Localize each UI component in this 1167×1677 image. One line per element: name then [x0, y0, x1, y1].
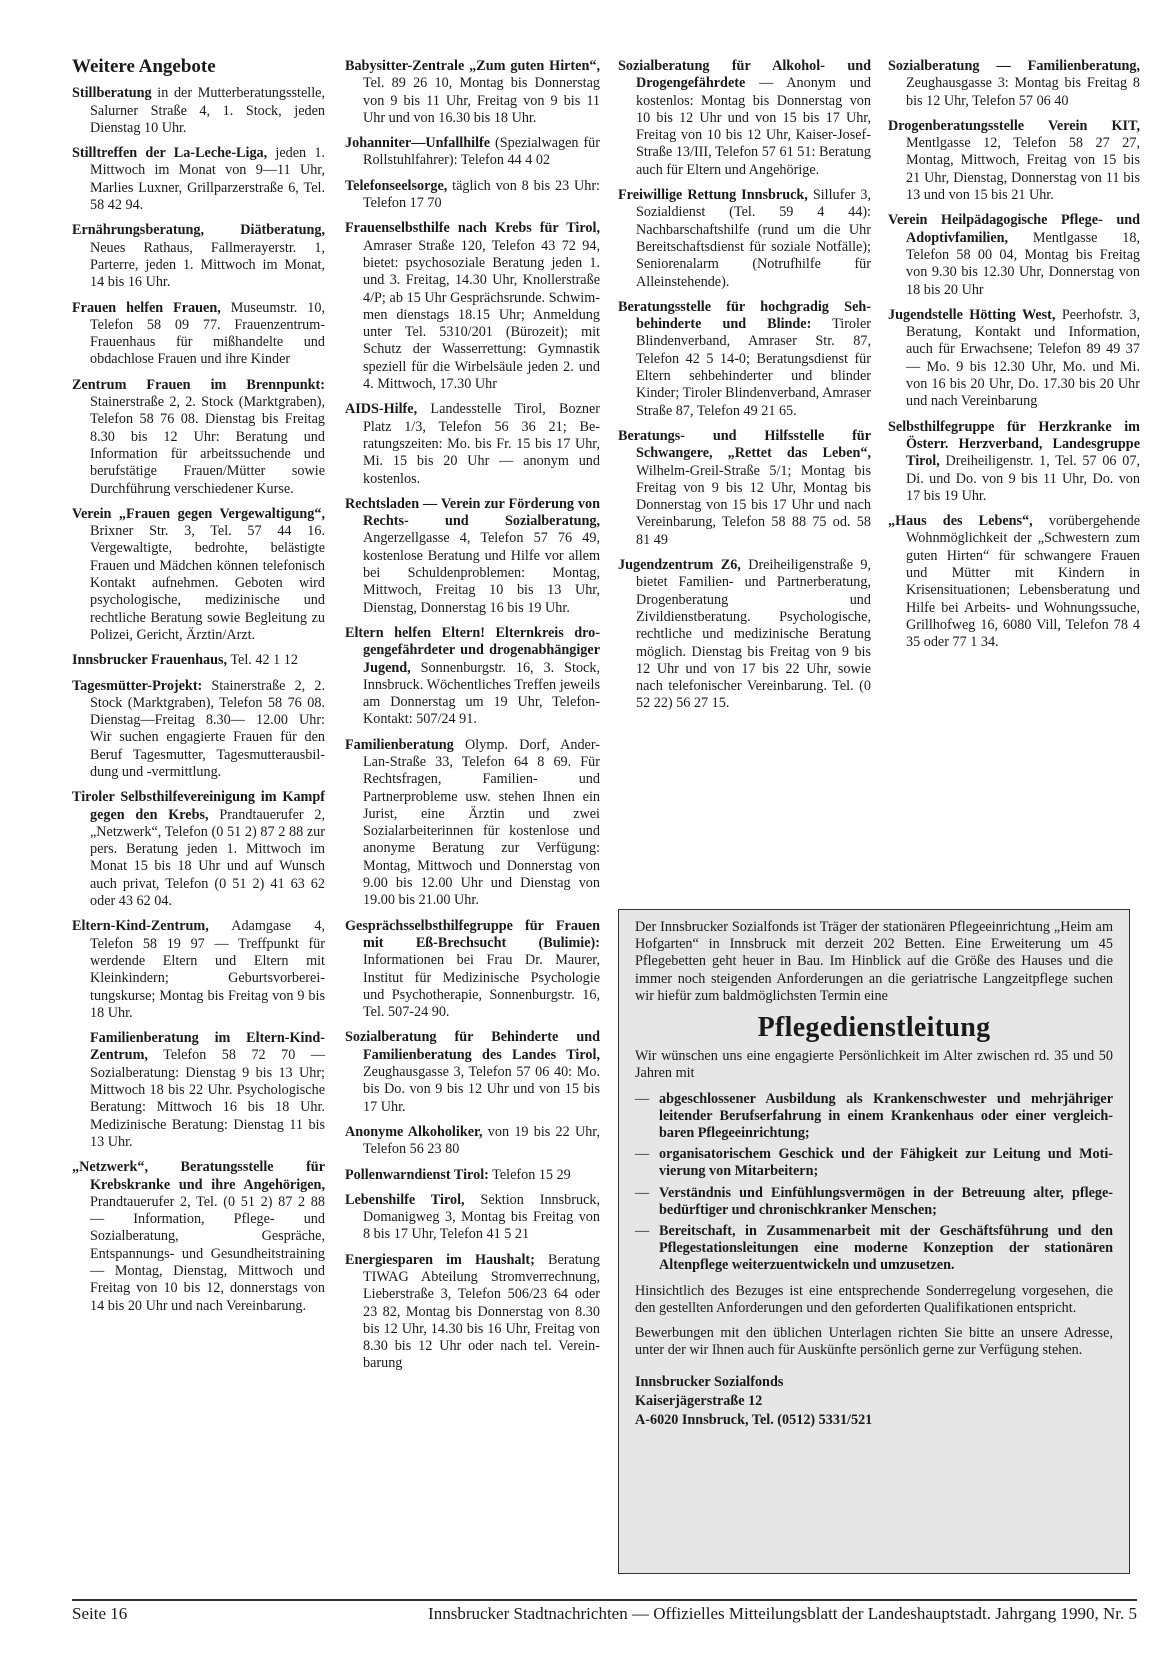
listing-entry	[345, 1124, 600, 1159]
listing-text: vorübergehende Wohnmöglichkeit der „Schwestern zum guten Hirten“ für schwangere Frauen und Mütter mit Kindern in Krisensituationen; Lebensberatung und Hilfe bei Arbeits- und Wohnungssuche, Grillhofweg 16, 6080 Vill, Telefon 78 4 35 oder 77 1 34.	[906, 513, 1140, 651]
ad-requirements	[635, 1091, 1113, 1275]
listing-entry	[90, 1030, 325, 1151]
listing-entry	[72, 789, 325, 910]
listing-entry	[618, 428, 871, 549]
ad-address-line: Kaiserjägerstraße 12	[635, 1393, 763, 1410]
listing-title: Tagesmütter-Projekt:	[72, 677, 203, 694]
listing-title: Sozialberatung für Behinderte und Familienberatung des Landes Tirol,	[345, 1029, 600, 1063]
listing-text: Telefon 15 29	[488, 1166, 571, 1183]
listing-entry	[888, 307, 1140, 411]
listing-text: von 19 bis 22 Uhr, Telefon 56 23 80	[363, 1123, 600, 1158]
listing-title: Lebenshilfe Tirol,	[345, 1191, 465, 1208]
listing-title: Anonyme Alkoholiker,	[345, 1123, 483, 1140]
listing-entry	[72, 1159, 325, 1315]
listing-title: Beratungsstelle für hochgradig Sehbehinderte und Blinde:	[618, 298, 871, 333]
listing-text: Sektion Innsbruck, Domanigweg 3, Montag bis Freitag von 8 bis 17 Uhr, Telefon 41 5 21	[363, 1191, 601, 1243]
listing-title: Johanniter—Unfallhilfe	[345, 135, 491, 152]
listing-text: Stainerstraße 2, 2. Stock (Marktgraben), Telefon 58 76 08. Dienstag bis Freitag 8.30 bis 12 Uhr: Beratung und Information für arbeitssuchende und berufstätige Frauen/Mütter sowie Durchführung verschiedener Kurse.	[90, 394, 325, 497]
ad-apply: Bewerbungen mit den üblichen Unterlagen richten Sie bitte an unsere Adresse, unter der wir Ihnen auch für Auskünfte persönlich gerne zur Verfügung stehen.	[635, 1325, 1113, 1359]
listing-title: Zentrum Frauen im Brennpunkt:	[72, 376, 325, 393]
listing-text: Beratung TIWAG Abteilung Stromverrechnung, Lieberstraße 3, Telefon 506/23 64 oder 23 82, Montag bis Donnerstag von 8.30 bis 12 Uhr, 14.30 bis 16 Uhr, Freitag von 8.30 bis 12 Uhr oder nach tel. Vereinbarung	[363, 1251, 600, 1372]
listing-text: Brixner Str. 3, Tel. 57 44 16. Vergewaltigte, bedrohte, belästigte Frauen und Mädchen können telefonisch Kontakt aufnehmen. Geboten wird psychologische, medizinische und rechtliche Beratung sowie Begleitung zu Polizei, Gericht, Ärztin/Arzt.	[90, 523, 325, 643]
listing-entry	[888, 419, 1140, 505]
listing-entry	[345, 496, 600, 617]
listing-text: Wilhelm-Greil-Straße 5/1; Montag bis Freitag von 9 bis 12 Uhr, Montag bis Donnerstag von 15 bis 17 Uhr und nach Vereinbarung, Telefon 58 88 75 od. 58 81 49	[636, 462, 871, 548]
listing-entry	[345, 918, 600, 1022]
ad-address-line: Innsbrucker Sozialfonds	[635, 1374, 784, 1391]
listing-entry	[72, 145, 325, 214]
listing-title: Innsbrucker Frauenhaus,	[72, 652, 228, 669]
listing-title: Babysitter-Zentrale „Zum guten Hirten“,	[345, 58, 600, 74]
listing-entry	[72, 506, 325, 644]
listing-title: AIDS-Hilfe,	[345, 401, 418, 418]
listing-text: Tel. 89 26 10, Montag bis Donnerstag von 9 bis 11 Uhr, Freitag von 9 bis 11 Uhr und von 16.30 bis 18 Uhr.	[363, 75, 600, 126]
listing-title: Energiesparen im Haushalt;	[345, 1251, 535, 1268]
listing-title: Stillberatung	[72, 85, 152, 102]
listing-text: Museumstr. 10, Telefon 58 09 77. Frauenzentrum-Frauenhaus für mißhandelte und obdachlose Frauen und ihre Kinder	[90, 299, 326, 368]
listing-entry	[345, 401, 600, 487]
listing-title: Jugendstelle Hötting West,	[888, 306, 1056, 323]
listing-text: Sonnenburgstr. 16, 3. Stock, Innsbruck. Wöchentliches Treffen jeweils am Donnerstag um 19 Uhr, Telefon-Kontakt: 507/24 91.	[363, 659, 600, 728]
listing-entry	[345, 58, 600, 127]
listing-entry	[345, 1252, 600, 1373]
listing-text: Stainerstraße 2, 2. Stock (Marktgraben), Telefon 58 76 08. Dienstag—Freitag 8.30— 12.00 Uhr: Wir suchen engagierte Frauen für den Beruf Tagesmutter, Tagesmutterausbildung und -vermittlung.	[90, 677, 325, 780]
listing-entry	[72, 222, 325, 291]
listing-text: Peerhofstr. 3, Beratung, Kontakt und Information, auch für Erwachsene; Telefon 89 49 37 — Mo. 9 bis 12.30 Uhr, Mo. und Mi. von 16 bis 20 Uhr, Do. 17.30 bis 20 Uhr und nach Vereinbarung	[906, 306, 1140, 410]
listing-title: Familienberatung	[345, 736, 454, 753]
listing-text: Telefon 58 72 70 — Sozialberatung: Dienstag 9 bis 13 Uhr; Mittwoch 18 bis 22 Uhr. Psychologische Beratung: Mittwoch 16 bis 18 Uhr. Medizinische Beratung: Dienstag 11 bis 13 Uhr.	[90, 1047, 325, 1150]
listing-entry	[72, 85, 325, 137]
listing-title: „Netzwerk“, Beratungsstelle für Krebskranke und ihre Angehörigen,	[72, 1159, 325, 1193]
listing-title: „Haus des Lebens“,	[888, 513, 1033, 530]
listing-title: Ernährungsberatung, Diätberatung,	[72, 222, 325, 239]
listing-text: Dreiheiligenstr. 1, Tel. 57 06 07, Di. und Do. von 9 bis 11 Uhr, Do. von 17 bis 19 Uhr.	[906, 453, 1140, 504]
listing-text: Neues Rathaus, Fallmerayerstr. 1, Parterre, jeden 1. Mittwoch im Monat, 14 bis 16 Uhr.	[90, 239, 325, 291]
listing-text: (Spezialwagen für Rollstuhlfahrer): Telefon 44 4 02	[363, 135, 600, 169]
listing-title: Frauen helfen Frauen,	[72, 299, 221, 316]
ad-requirement: — abgeschlossener Ausbildung als Krankenschwester und mehrjähriger leitender Berufserfahrung in einem Krankenhaus oder einer vergleichbaren Pflegeeinrichtung;	[635, 1091, 1113, 1143]
listing-title: Telefonseelsorge,	[345, 177, 448, 194]
listing-text: Dreiheiligenstraße 9, bietet Familien- und Partnerberatung, Drogenberatung und Zivildienstberatung. Psychologische, rechtliche und medizinische Beratung möglich. Dienstag bis Freitag von 9 bis 12 Uhr und von 17 bis 22 Uhr, sowie nach telefonischer Vereinbarung. Tel. (0 52 22) 56 27 15.	[636, 557, 871, 712]
ad-requirement: — organisatorischem Geschick und der Fähigkeit zur Leitung und Motivierung von Mitarbeitern;	[635, 1146, 1113, 1180]
listing-entry	[888, 58, 1140, 110]
listing-text: in der Mutterberatungsstelle, Salurner Straße 4, 1. Stock, jeden Dienstag 10 Uhr.	[90, 85, 325, 136]
listing-text: Prandtauerufer 2, „Netzwerk“, Telefon (0 51 2) 87 2 88 zur pers. Beratung jeden 1. Mittwoch im Monat 15 bis 18 Uhr und auf Wunsch auch privat, Telefon (0 51 2) 41 63 62 oder 43 62 04.	[90, 806, 325, 910]
listing-entry	[345, 178, 600, 213]
listing-entry	[72, 678, 325, 782]
listing-title: Frauenselbsthilfe nach Krebs für Tirol,	[345, 220, 600, 237]
listing-text: Tel. 42 1 12	[227, 652, 298, 669]
listing-text: Prandtauerufer 2, Tel. (0 51 2) 87 2 88 — Information, Pflege- und Sozialberatung, Gespräche, Entspannungs- und Gesundheitstraining — Montag, Dienstag, Mittwoch und Freitag von 10 bis 12, donnerstags von 14 bis 20 Uhr und nach Vereinbarung.	[90, 1193, 325, 1314]
listing-entry	[72, 377, 325, 498]
listing-text: Mentlgasse 12, Telefon 58 27 27, Montag, Mittwoch, Freitag von 15 bis 21 Uhr, Dienstag, Donnerstag von 11 bis 13 und von 15 bis 21 Uhr.	[906, 135, 1140, 204]
ad-salary: Hinsichtlich des Bezuges ist eine entsprechende Sonderregelung vorgesehen, die den gestellten Anforderungen und den geforderten Qualifikationen entspricht.	[635, 1282, 1113, 1316]
ad-address	[635, 1373, 1113, 1429]
listing-title: Jugendzentrum Z6,	[618, 557, 741, 574]
listing-title: Verein Heilpädagogische Pflege- und Adoptivfamilien,	[888, 212, 1140, 246]
ad-requirement: — Verständnis und Einfühlungsvermögen in der Betreuung alter, pflegebedürftiger und chronischkranker Menschen;	[635, 1185, 1113, 1219]
ad-requirement: — Bereitschaft, in Zusammenarbeit mit der Geschäftsführung und den Pflegestationsleitungen eine moderne Konzeption der stationären Altenpflege weiterzuentwickeln und umzusetzen.	[635, 1223, 1113, 1275]
listing-entry	[72, 918, 325, 1022]
listing-entry	[618, 557, 871, 713]
listing-title: Selbsthilfegruppe für Herzkranke im Österr. Herzverband, Landesgruppe Tirol,	[888, 418, 1140, 470]
listing-entry	[72, 300, 325, 369]
listing-entry	[345, 1029, 600, 1115]
listing-title: Freiwillige Rettung Innsbruck,	[618, 187, 808, 204]
listing-title: Sozialberatung — Familienberatung,	[888, 58, 1140, 74]
listing-text: Zeughausgasse 3, Telefon 57 06 40: Mo. bis Do. von 9 bis 12 Uhr und von 15 bis 17 Uhr.	[363, 1064, 600, 1115]
listing-entry	[618, 299, 871, 420]
listing-title: Verein „Frauen gegen Vergewaltigung“,	[72, 505, 325, 522]
listing-entry	[345, 1167, 600, 1184]
listing-text: Adamgase 4, Telefon 58 19 97 — Treffpunkt für werdende Eltern und Eltern mit Kleinkindern; Geburtsvorbereitungskurse; Montag bis Freitag von 9 bis 18 Uhr.	[90, 918, 325, 1021]
ad-headline: Pflegedienstleitung	[757, 1012, 991, 1044]
listing-text: Tiroler Blindenverband, Amraser Str. 87, Telefon 42 5 14-0; Beratungsdienst für Eltern sehbehinderter und blinder Kinder; Tiroler Blindenverband, Amraser Straße 87, Telefon 49 21 65.	[636, 316, 871, 419]
listing-title: Tiroler Selbsthilfevereinigung im Kampf gegen den Krebs,	[72, 789, 325, 823]
listing-title: Gesprächsselbsthilfegruppe für Frauen mit Eß-Brechsucht (Bulimie):	[345, 917, 600, 951]
job-advertisement	[618, 909, 1130, 1574]
listing-text: — Anonym und kostenlos: Montag bis Donnerstag von 10 bis 12 Uhr und von 15 bis 17 Uhr, Freitag von 10 bis 12 Uhr, Kaiser-Josef-Straße 13/III, Telefon 57 61 51: Beratung auch für Eltern und Angehörige.	[636, 75, 871, 178]
page-number: Seite 16	[72, 1604, 128, 1623]
listing-entry	[345, 135, 600, 170]
listing-text: Amraser Straße 120, Telefon 43 72 94, bietet: psychosoziale Beratung jeden 1. und 3. Freitag, 14.30 Uhr, Knollerstraße 4/P; ab 15 Uhr Gesprächsrunde. Schwimmen dienstags 18.15 Uhr; Anmeldung unter Tel. 5310/201 (Bürozeit); mit Schutz der Wasserrettung: Gymnastik speziell für die Wirbelsäule jeden 2. und 4. Mittwoch, 17.30 Uhr	[363, 237, 600, 393]
listing-column-4	[888, 58, 1140, 652]
listing-entry	[618, 58, 871, 179]
listing-text: Landesstelle Tirol, Bozner Platz 1/3, Telefon 56 36 21; Beratungszeiten: Mo. bis Fr. 15 bis 17 Uhr, Mi. 15 bis 20 Uhr — anonym und kostenlos.	[363, 401, 600, 487]
ad-lead: Wir wünschen uns eine engagierte Persönlichkeit im Alter zwischen rd. 35 und 50 Jahren mit	[635, 1048, 1113, 1082]
listing-text: Angerzellgasse 4, Telefon 57 76 49, kostenlose Beratung und Hilfe vor allem bei Schuldenproblemen: Montag, Mittwoch, Freitag 10 bis 13 Uhr, Dienstag, Donnerstag 16 bis 19 Uhr.	[363, 530, 600, 616]
listing-entry	[618, 187, 871, 291]
ad-intro: Der Innsbrucker Sozialfonds ist Träger der stationären Pflegeeinrichtung „Heim am Hofgarten“ in Innsbruck mit derzeit 202 Betten. Eine Erweiterung um 45 Pflegebetten geht heuer in Bau. Im Hinblick auf die Größe des Hauses und die immer noch steigenden Anforderungen an die geriatrische Langzeitpflege suchen wir hiefür zum baldmöglichsten Termin eine	[635, 919, 1113, 1004]
listing-text: Informationen bei Frau Dr. Maurer, Institut für Medizinische Psychologie und Psychotherapie, Sonnenburgstr. 16, Tel. 507-24 90.	[363, 952, 600, 1021]
ad-address-line: A-6020 Innsbruck, Tel. (0512) 5331/521	[635, 1411, 873, 1428]
listing-title: Beratungs- und Hilfsstelle für Schwangere, „Rettet das Leben“,	[618, 427, 871, 462]
listing-title: Rechtsladen — Verein zur Förderung von Rechts- und Sozialberatung,	[345, 495, 600, 530]
listing-text: täglich von 8 bis 23 Uhr: Telefon 17 70	[363, 177, 600, 212]
listing-column-3	[618, 58, 871, 713]
listing-text: Sillufer 3, Sozialdienst (Tel. 59 4 44): Nachbarschaftshilfe (rund um die Uhr Bereitschaftsdienst für soziale Notfälle); Seniorenalarm (Notrufhilfe für Alleinstehende).	[636, 187, 871, 290]
listing-text: Mentlgasse 18, Telefon 58 00 04, Montag bis Freitag von 9.30 bis 12.30 Uhr, Donnerstag von 18 bis 20 Uhr	[906, 229, 1140, 298]
listing-title: Sozialberatung für Alkohol- und Drogengefährdete	[618, 58, 871, 92]
listing-column-2	[345, 58, 600, 1373]
listing-title: Pollenwarndienst Tirol:	[345, 1166, 489, 1183]
listing-entry	[888, 212, 1140, 298]
listing-title: Familienberatung im Eltern-Kind-Zentrum,	[90, 1030, 325, 1064]
listing-text: Olymp. Dorf, Ander-Lan-Straße 33, Telefon 64 8 69. Für Rechtsfragen, Familien- und Partnerprobleme usw. stehen Ihnen ein Jurist, eine Ärztin und zwei Sozialarbeiterinnen für kostenlose und anonyme Beratung zur Verfügung: Montag, Mittwoch und Donnerstag von 9.00 bis 12.00 Uhr und Dienstag von 19.00 bis 21.00 Uhr.	[363, 736, 600, 909]
listing-entry	[345, 220, 600, 393]
listing-entry	[345, 625, 600, 729]
listing-entry	[888, 513, 1140, 651]
footer-rule	[72, 1599, 1137, 1601]
listing-entry	[72, 652, 325, 669]
column-1	[72, 58, 325, 1323]
listing-entry	[345, 1192, 600, 1244]
column-4	[888, 58, 1140, 660]
section-title: Weitere Angebote	[72, 56, 216, 77]
listing-text: Zeughausgasse 3: Montag bis Freitag 8 bis 12 Uhr, Telefon 57 06 40	[906, 75, 1140, 109]
column-2	[345, 58, 600, 1381]
listing-title: Drogenberatungsstelle Verein KIT,	[888, 117, 1140, 134]
listing-entry	[345, 737, 600, 910]
publication-line: Innsbrucker Stadtnachrichten — Offizielles Mitteilungsblatt der Landeshauptstadt. Jahrgang 1990, Nr. 5	[428, 1604, 1137, 1623]
listing-title: Eltern-Kind-Zentrum,	[72, 918, 209, 935]
column-3	[618, 58, 871, 721]
listing-entry	[888, 118, 1140, 204]
listing-title: Stilltreffen der La-Leche-Liga,	[72, 145, 268, 162]
listing-column-1	[72, 85, 325, 1315]
listing-title: Eltern helfen Eltern! Elternkreis drogengefährdeter und drogenabhängiger Jugend,	[345, 624, 600, 676]
listing-text: jeden 1. Mittwoch im Monat von 9—11 Uhr, Marlies Luxner, Grillparzerstraße 6, Tel. 58 42 94.	[90, 145, 325, 214]
